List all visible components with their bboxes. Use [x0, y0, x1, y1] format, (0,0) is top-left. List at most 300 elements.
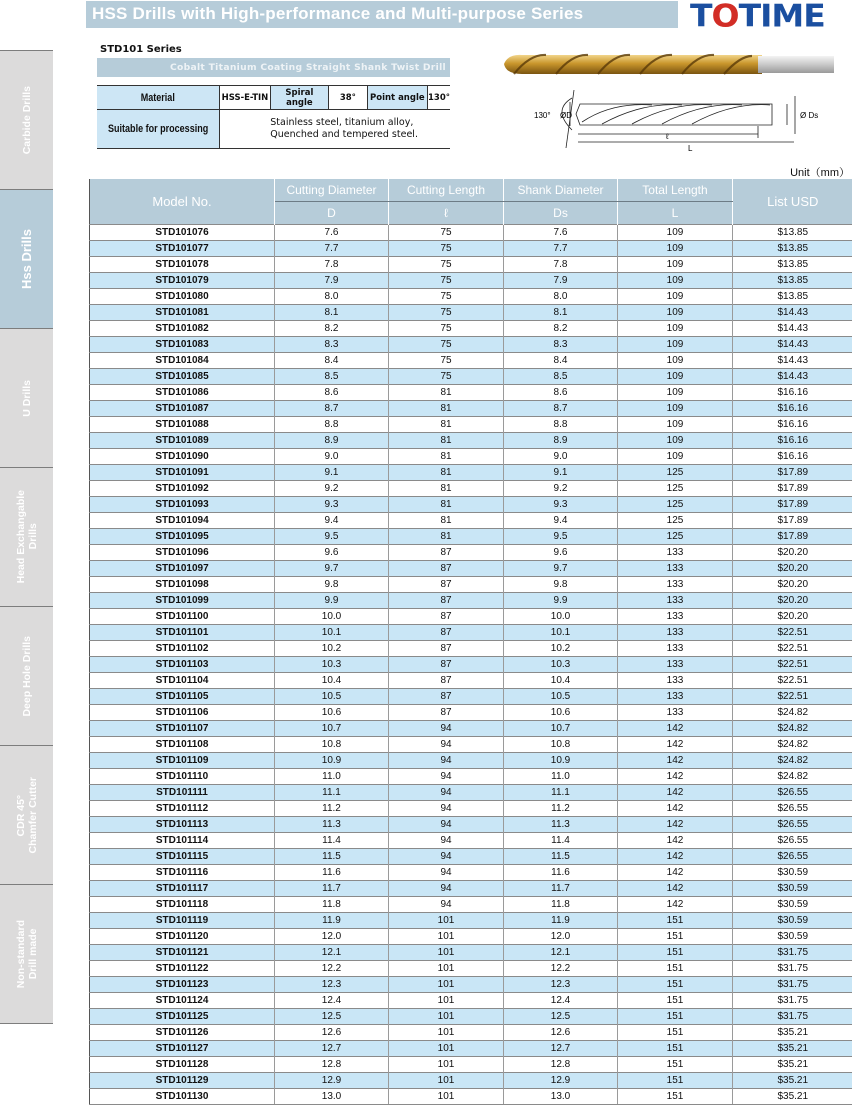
cell-list-usd: $31.75 [733, 977, 852, 993]
cell-model: STD101079 [90, 273, 275, 289]
cell-model: STD101091 [90, 465, 275, 481]
cell-shank-diameter: 9.2 [504, 481, 618, 497]
cell-shank-diameter: 12.3 [504, 977, 618, 993]
cell-cutting-length: 75 [389, 273, 504, 289]
cell-shank-diameter: 8.4 [504, 353, 618, 369]
cell-shank-diameter: 7.6 [504, 225, 618, 241]
cell-list-usd: $35.21 [733, 1041, 852, 1057]
cell-total-length: 133 [618, 673, 733, 689]
cell-list-usd: $31.75 [733, 945, 852, 961]
cell-list-usd: $31.75 [733, 1009, 852, 1025]
col-header-cutting-diameter: Cutting Diameter [275, 179, 389, 202]
cell-cutting-diameter: 11.7 [275, 881, 389, 897]
cell-shank-diameter: 12.2 [504, 961, 618, 977]
cell-cutting-length: 101 [389, 961, 504, 977]
table-row [90, 529, 852, 545]
spec-point-value: 130° [428, 86, 451, 110]
sidebar-item-non-standard-drill[interactable] [0, 884, 53, 1024]
cell-list-usd: $14.43 [733, 369, 852, 385]
cell-shank-diameter: 9.9 [504, 593, 618, 609]
cell-list-usd: $13.85 [733, 273, 852, 289]
table-row [90, 497, 852, 513]
cell-list-usd: $16.16 [733, 401, 852, 417]
table-row [90, 273, 852, 289]
cell-total-length: 109 [618, 257, 733, 273]
sidebar-item-label: U Drills [20, 379, 33, 417]
cell-cutting-diameter: 11.6 [275, 865, 389, 881]
col-symbol-total: L [618, 202, 733, 225]
cell-cutting-length: 101 [389, 1057, 504, 1073]
cell-total-length: 109 [618, 305, 733, 321]
cell-list-usd: $30.59 [733, 865, 852, 881]
cell-total-length: 142 [618, 833, 733, 849]
cell-total-length: 125 [618, 513, 733, 529]
table-row [90, 465, 852, 481]
table-row [90, 689, 852, 705]
cell-total-length: 125 [618, 465, 733, 481]
table-row [90, 705, 852, 721]
table-row [90, 225, 852, 241]
cell-total-length: 125 [618, 497, 733, 513]
cell-total-length: 151 [618, 993, 733, 1009]
cell-cutting-diameter: 9.7 [275, 561, 389, 577]
diagram-diameter-label: ØD [560, 111, 572, 120]
cell-cutting-diameter: 12.4 [275, 993, 389, 1009]
cell-cutting-diameter: 8.1 [275, 305, 389, 321]
cell-total-length: 133 [618, 641, 733, 657]
table-row [90, 961, 852, 977]
cell-list-usd: $22.51 [733, 689, 852, 705]
cell-total-length: 109 [618, 449, 733, 465]
table-row [90, 561, 852, 577]
cell-shank-diameter: 8.2 [504, 321, 618, 337]
table-row [90, 401, 852, 417]
cell-model: STD101078 [90, 257, 275, 273]
cell-shank-diameter: 10.4 [504, 673, 618, 689]
cell-total-length: 109 [618, 433, 733, 449]
cell-total-length: 151 [618, 945, 733, 961]
cell-cutting-length: 87 [389, 609, 504, 625]
col-symbol-ds: Ds [504, 202, 618, 225]
table-row [90, 321, 852, 337]
table-row [90, 257, 852, 273]
cell-shank-diameter: 9.7 [504, 561, 618, 577]
cell-cutting-diameter: 11.1 [275, 785, 389, 801]
cell-shank-diameter: 10.1 [504, 625, 618, 641]
cell-list-usd: $22.51 [733, 673, 852, 689]
table-row [90, 609, 852, 625]
table-row [90, 1041, 852, 1057]
cell-shank-diameter: 8.7 [504, 401, 618, 417]
table-row [90, 577, 852, 593]
sidebar-item-label: CDR 45° Chamfer Cutter [14, 776, 39, 854]
cell-model: STD101098 [90, 577, 275, 593]
cell-model: STD101126 [90, 1025, 275, 1041]
table-row [90, 385, 852, 401]
cell-cutting-length: 87 [389, 593, 504, 609]
series-title: STD101 Series [100, 44, 182, 55]
cell-model: STD101130 [90, 1089, 275, 1105]
spec-spiral-label: Spiral angle [270, 86, 328, 110]
cell-shank-diameter: 12.8 [504, 1057, 618, 1073]
cell-cutting-diameter: 8.3 [275, 337, 389, 353]
table-row [90, 833, 852, 849]
cell-total-length: 109 [618, 225, 733, 241]
cell-list-usd: $35.21 [733, 1089, 852, 1105]
cell-list-usd: $16.16 [733, 385, 852, 401]
cell-cutting-diameter: 8.5 [275, 369, 389, 385]
cell-list-usd: $26.55 [733, 817, 852, 833]
cell-total-length: 151 [618, 1041, 733, 1057]
cell-list-usd: $26.55 [733, 833, 852, 849]
table-row [90, 593, 852, 609]
cell-total-length: 142 [618, 865, 733, 881]
cell-cutting-length: 101 [389, 945, 504, 961]
cell-list-usd: $35.21 [733, 1057, 852, 1073]
drill-diagram [532, 88, 832, 154]
cell-cutting-diameter: 11.3 [275, 817, 389, 833]
cell-shank-diameter: 12.4 [504, 993, 618, 1009]
cell-cutting-diameter: 10.7 [275, 721, 389, 737]
cell-model: STD101094 [90, 513, 275, 529]
cell-cutting-diameter: 9.3 [275, 497, 389, 513]
cell-cutting-length: 101 [389, 977, 504, 993]
cell-total-length: 151 [618, 913, 733, 929]
cell-shank-diameter: 11.5 [504, 849, 618, 865]
cell-cutting-diameter: 8.8 [275, 417, 389, 433]
spec-label-text: Material [141, 91, 176, 104]
cell-list-usd: $14.43 [733, 321, 852, 337]
table-row [90, 481, 852, 497]
cell-cutting-diameter: 9.1 [275, 465, 389, 481]
cell-cutting-diameter: 8.0 [275, 289, 389, 305]
table-row [90, 897, 852, 913]
cell-model: STD101110 [90, 769, 275, 785]
cell-cutting-diameter: 10.2 [275, 641, 389, 657]
cell-total-length: 151 [618, 1025, 733, 1041]
cell-model: STD101103 [90, 657, 275, 673]
cell-cutting-diameter: 11.9 [275, 913, 389, 929]
cell-cutting-length: 101 [389, 1025, 504, 1041]
diagram-cut-length-label: ℓ [666, 132, 669, 141]
cell-cutting-diameter: 10.8 [275, 737, 389, 753]
cell-cutting-length: 87 [389, 545, 504, 561]
cell-cutting-length: 75 [389, 257, 504, 273]
cell-total-length: 133 [618, 625, 733, 641]
cell-cutting-length: 81 [389, 513, 504, 529]
table-row [90, 1025, 852, 1041]
table-row [90, 545, 852, 561]
cell-list-usd: $24.82 [733, 721, 852, 737]
cell-list-usd: $20.20 [733, 593, 852, 609]
sidebar-item-u-drills[interactable] [0, 328, 53, 467]
cell-shank-diameter: 12.7 [504, 1041, 618, 1057]
cell-shank-diameter: 11.8 [504, 897, 618, 913]
table-row [90, 865, 852, 881]
cell-model: STD101085 [90, 369, 275, 385]
cell-cutting-length: 87 [389, 705, 504, 721]
cell-shank-diameter: 12.0 [504, 929, 618, 945]
cell-cutting-length: 94 [389, 897, 504, 913]
cell-list-usd: $14.43 [733, 305, 852, 321]
logo-text-part: TIME [738, 0, 825, 35]
cell-total-length: 142 [618, 753, 733, 769]
cell-total-length: 109 [618, 369, 733, 385]
table-row [90, 977, 852, 993]
sidebar-item-head-exchangable-drills[interactable] [0, 467, 53, 606]
cell-cutting-length: 75 [389, 305, 504, 321]
cell-shank-diameter: 9.0 [504, 449, 618, 465]
cell-cutting-diameter: 9.8 [275, 577, 389, 593]
cell-list-usd: $30.59 [733, 929, 852, 945]
col-header-shank-diameter: Shank Diameter [504, 179, 618, 202]
cell-shank-diameter: 11.7 [504, 881, 618, 897]
cell-cutting-length: 94 [389, 737, 504, 753]
cell-cutting-diameter: 11.4 [275, 833, 389, 849]
cell-cutting-diameter: 7.7 [275, 241, 389, 257]
cell-total-length: 142 [618, 897, 733, 913]
cell-cutting-diameter: 9.4 [275, 513, 389, 529]
spec-material-label [97, 86, 220, 110]
cell-list-usd: $17.89 [733, 465, 852, 481]
cell-model: STD101080 [90, 289, 275, 305]
diagram-shank-label: Ø Ds [800, 111, 819, 120]
cell-cutting-length: 94 [389, 785, 504, 801]
cell-cutting-diameter: 10.3 [275, 657, 389, 673]
cell-cutting-length: 94 [389, 833, 504, 849]
sidebar-item-deep-hole-drills[interactable] [0, 606, 53, 745]
cell-total-length: 133 [618, 561, 733, 577]
cell-shank-diameter: 10.3 [504, 657, 618, 673]
cell-total-length: 109 [618, 353, 733, 369]
cell-shank-diameter: 10.7 [504, 721, 618, 737]
cell-model: STD101107 [90, 721, 275, 737]
cell-cutting-diameter: 8.2 [275, 321, 389, 337]
cell-list-usd: $31.75 [733, 993, 852, 1009]
cell-shank-diameter: 11.0 [504, 769, 618, 785]
table-row [90, 945, 852, 961]
cell-shank-diameter: 7.9 [504, 273, 618, 289]
spec-table [97, 85, 450, 149]
col-symbol-d: D [275, 202, 389, 225]
sidebar-item-label: Hss Drills [18, 229, 34, 289]
table-row [90, 785, 852, 801]
cell-total-length: 133 [618, 609, 733, 625]
cell-shank-diameter: 8.3 [504, 337, 618, 353]
cell-shank-diameter: 9.3 [504, 497, 618, 513]
cell-total-length: 151 [618, 961, 733, 977]
cell-cutting-length: 81 [389, 401, 504, 417]
table-body [90, 225, 852, 1105]
cell-list-usd: $13.85 [733, 241, 852, 257]
cell-cutting-length: 75 [389, 321, 504, 337]
drill-photo [500, 50, 836, 78]
table-row [90, 769, 852, 785]
cell-cutting-diameter: 9.5 [275, 529, 389, 545]
cell-total-length: 133 [618, 577, 733, 593]
cell-shank-diameter: 11.4 [504, 833, 618, 849]
col-header-list-usd: List USD [733, 179, 852, 225]
diagram-angle-label: 130° [534, 111, 551, 120]
cell-list-usd: $24.82 [733, 769, 852, 785]
sidebar-item-hss-drills[interactable] [0, 189, 53, 328]
cell-total-length: 151 [618, 1009, 733, 1025]
cell-model: STD101120 [90, 929, 275, 945]
cell-list-usd: $22.51 [733, 625, 852, 641]
cell-list-usd: $24.82 [733, 753, 852, 769]
cell-shank-diameter: 9.8 [504, 577, 618, 593]
cell-shank-diameter: 9.4 [504, 513, 618, 529]
sidebar-item-label: Head Exchangable Drills [14, 490, 39, 584]
cell-list-usd: $30.59 [733, 897, 852, 913]
table-row [90, 353, 852, 369]
cell-model: STD101122 [90, 961, 275, 977]
cell-shank-diameter: 12.6 [504, 1025, 618, 1041]
cell-cutting-length: 87 [389, 641, 504, 657]
cell-cutting-diameter: 9.2 [275, 481, 389, 497]
cell-cutting-diameter: 12.3 [275, 977, 389, 993]
cell-total-length: 109 [618, 401, 733, 417]
page-banner [86, 1, 678, 28]
cell-cutting-diameter: 9.9 [275, 593, 389, 609]
cell-model: STD101087 [90, 401, 275, 417]
cell-cutting-length: 94 [389, 817, 504, 833]
cell-model: STD101104 [90, 673, 275, 689]
cell-shank-diameter: 12.5 [504, 1009, 618, 1025]
cell-model: STD101129 [90, 1073, 275, 1089]
cell-model: STD101118 [90, 897, 275, 913]
cell-list-usd: $31.75 [733, 961, 852, 977]
cell-total-length: 142 [618, 721, 733, 737]
col-symbol-l: ℓ [389, 202, 504, 225]
cell-cutting-length: 94 [389, 881, 504, 897]
cell-shank-diameter: 10.0 [504, 609, 618, 625]
cell-cutting-length: 75 [389, 289, 504, 305]
cell-cutting-length: 81 [389, 465, 504, 481]
cell-total-length: 151 [618, 1057, 733, 1073]
cell-model: STD101095 [90, 529, 275, 545]
cell-cutting-diameter: 8.9 [275, 433, 389, 449]
cell-model: STD101121 [90, 945, 275, 961]
cell-model: STD101111 [90, 785, 275, 801]
cell-shank-diameter: 11.2 [504, 801, 618, 817]
cell-list-usd: $17.89 [733, 513, 852, 529]
cell-list-usd: $26.55 [733, 801, 852, 817]
table-row [90, 305, 852, 321]
cell-cutting-diameter: 11.5 [275, 849, 389, 865]
table-row [90, 801, 852, 817]
cell-total-length: 109 [618, 241, 733, 257]
cell-total-length: 125 [618, 481, 733, 497]
cell-cutting-length: 87 [389, 561, 504, 577]
cell-shank-diameter: 8.0 [504, 289, 618, 305]
cell-model: STD101127 [90, 1041, 275, 1057]
cell-cutting-length: 94 [389, 721, 504, 737]
sidebar-item-chamfer-cutter[interactable] [0, 745, 53, 884]
cell-shank-diameter: 10.9 [504, 753, 618, 769]
table-row [90, 913, 852, 929]
cell-cutting-diameter: 12.9 [275, 1073, 389, 1089]
cell-cutting-diameter: 10.9 [275, 753, 389, 769]
table-row [90, 241, 852, 257]
table-row [90, 929, 852, 945]
cell-cutting-diameter: 12.6 [275, 1025, 389, 1041]
cell-cutting-length: 75 [389, 353, 504, 369]
table-row [90, 657, 852, 673]
cell-list-usd: $14.43 [733, 353, 852, 369]
table-row [90, 289, 852, 305]
logo-text [690, 0, 825, 35]
cell-cutting-length: 101 [389, 993, 504, 1009]
spec-label-text: Suitable for processing [108, 123, 209, 135]
cell-cutting-length: 81 [389, 449, 504, 465]
cell-list-usd: $35.21 [733, 1025, 852, 1041]
cell-total-length: 109 [618, 321, 733, 337]
cell-total-length: 151 [618, 929, 733, 945]
cell-cutting-length: 101 [389, 1041, 504, 1057]
cell-cutting-length: 101 [389, 929, 504, 945]
cell-model: STD101097 [90, 561, 275, 577]
logo-text-accent: O [711, 0, 739, 35]
processing-line: Stainless steel, titanium alloy, [270, 117, 414, 128]
cell-list-usd: $16.16 [733, 433, 852, 449]
cell-total-length: 133 [618, 705, 733, 721]
sidebar-item-label: Non-standard Drill made [14, 919, 39, 989]
sidebar-item-carbide-drills[interactable] [0, 50, 53, 189]
table-row [90, 737, 852, 753]
table-row [90, 721, 852, 737]
cell-cutting-length: 94 [389, 769, 504, 785]
cell-model: STD101106 [90, 705, 275, 721]
cell-model: STD101081 [90, 305, 275, 321]
cell-list-usd: $14.43 [733, 337, 852, 353]
cell-cutting-diameter: 12.0 [275, 929, 389, 945]
cell-total-length: 133 [618, 593, 733, 609]
cell-list-usd: $24.82 [733, 737, 852, 753]
table-row [90, 993, 852, 1009]
cell-model: STD101102 [90, 641, 275, 657]
cell-list-usd: $26.55 [733, 785, 852, 801]
cell-cutting-diameter: 7.9 [275, 273, 389, 289]
cell-cutting-diameter: 10.4 [275, 673, 389, 689]
cell-model: STD101096 [90, 545, 275, 561]
spec-processing-value [220, 110, 450, 149]
cell-model: STD101084 [90, 353, 275, 369]
brand-logo [690, 0, 850, 35]
cell-cutting-length: 75 [389, 369, 504, 385]
cell-model: STD101082 [90, 321, 275, 337]
cell-cutting-length: 81 [389, 417, 504, 433]
cell-model: STD101090 [90, 449, 275, 465]
cell-list-usd: $13.85 [733, 257, 852, 273]
logo-text-part: T [690, 0, 712, 35]
table-row [90, 433, 852, 449]
page-title: HSS Drills with High-performance and Multi-purpose Series [92, 4, 584, 23]
cell-cutting-length: 101 [389, 1089, 504, 1105]
cell-cutting-diameter: 7.6 [275, 225, 389, 241]
cell-shank-diameter: 11.6 [504, 865, 618, 881]
cell-total-length: 142 [618, 801, 733, 817]
cell-cutting-diameter: 10.6 [275, 705, 389, 721]
cell-shank-diameter: 9.1 [504, 465, 618, 481]
cell-list-usd: $16.16 [733, 449, 852, 465]
table-row [90, 337, 852, 353]
col-header-model: Model No. [90, 179, 275, 225]
cell-total-length: 142 [618, 785, 733, 801]
cell-list-usd: $20.20 [733, 609, 852, 625]
cell-cutting-diameter: 8.4 [275, 353, 389, 369]
cell-shank-diameter: 12.9 [504, 1073, 618, 1089]
